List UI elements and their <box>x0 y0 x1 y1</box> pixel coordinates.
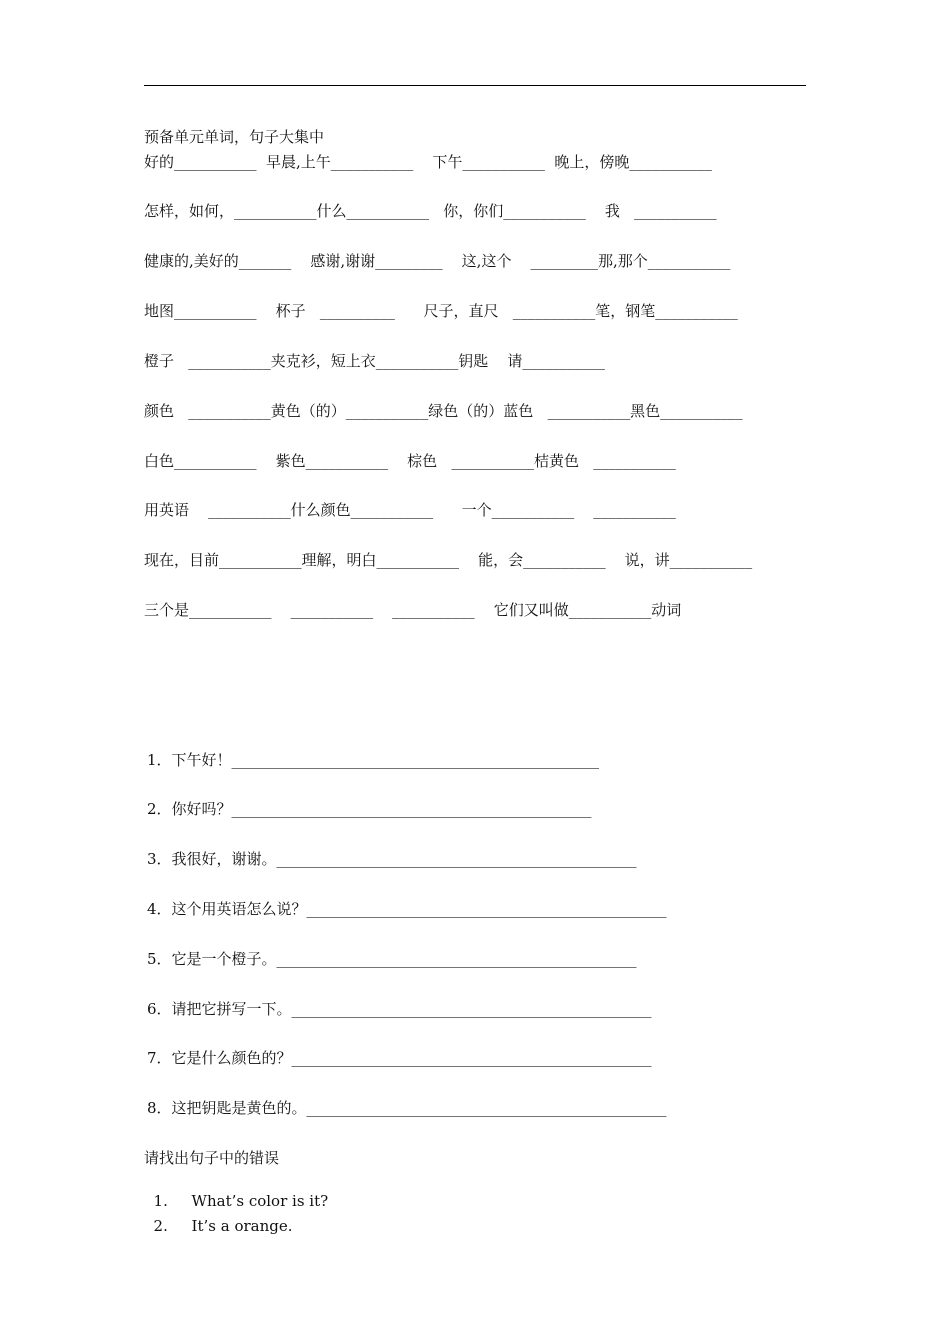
translation-item: 6．请把它拼写一下。________________________________________________ <box>147 1000 652 1018</box>
translation-item: 2．你好吗？________________________________________________ <box>147 800 592 818</box>
error-item-number: 2. <box>153 1217 168 1235</box>
vocab-row: 怎样，如何，___________什么___________ 你，你们___________ 我 ___________ <box>144 202 717 220</box>
vocab-row: 三个是___________ ___________ ___________ 它们又叫做___________动词 <box>144 601 682 619</box>
translation-item: 3．我很好，谢谢。________________________________________________ <box>147 850 637 868</box>
translation-item: 4．这个用英语怎么说？________________________________________________ <box>147 900 667 918</box>
translation-item: 1．下午好！_________________________________________________ <box>147 751 600 769</box>
vocab-row: 颜色 ___________黄色（的）___________绿色（的）蓝色 ___________黑色___________ <box>144 402 743 420</box>
header-rule <box>144 85 806 86</box>
error-item-number: 1. <box>153 1192 168 1210</box>
section-title: 预备单元单词，句子大集中 <box>144 128 325 146</box>
error-item-text: What’s color is it? <box>191 1192 329 1210</box>
translation-item: 8．这把钥匙是黄色的。________________________________________________ <box>147 1099 667 1117</box>
vocab-row: 好的___________ 早晨,上午___________ 下午___________ 晚上，傍晚___________ <box>144 153 712 171</box>
error-item <box>144 1199 293 1235</box>
vocab-row: 地图___________ 杯子 __________ 尺子，直尺 ___________笔，钢笔___________ <box>144 302 738 320</box>
vocab-row: 现在，目前___________理解，明白___________ 能，会___________ 说，讲___________ <box>144 551 753 569</box>
vocab-row: 白色___________ 紫色___________ 棕色 ___________桔黄色 ___________ <box>144 452 676 470</box>
translation-item: 7．它是什么颜色的？________________________________________________ <box>147 1049 652 1067</box>
vocab-row: 健康的,美好的_______ 感谢,谢谢_________ 这,这个 _________那,那个___________ <box>144 252 731 270</box>
vocab-row: 用英语 ___________什么颜色___________ 一个___________ ___________ <box>144 501 676 519</box>
vocab-row: 橙子 ___________夹克衫，短上衣___________钥匙 请___________ <box>144 352 605 370</box>
error-section-title: 请找出句子中的错误 <box>144 1149 280 1167</box>
translation-item: 5．它是一个橙子。________________________________________________ <box>147 950 637 968</box>
error-item-text: It’s a orange. <box>191 1217 293 1235</box>
